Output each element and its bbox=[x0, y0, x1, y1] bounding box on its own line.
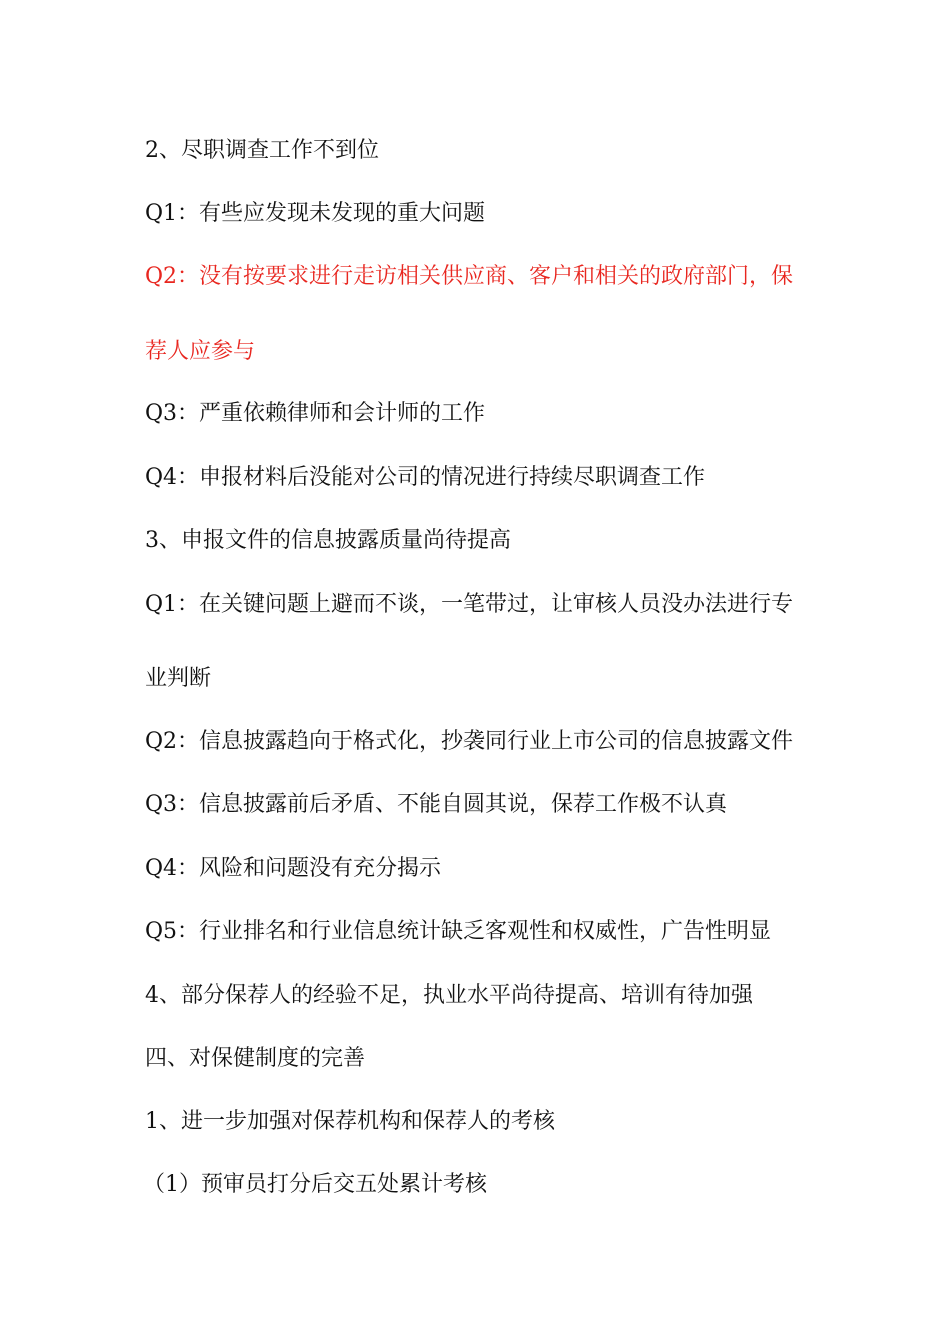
heading-section-four: 四、对保健制度的完善 bbox=[145, 1046, 366, 1071]
paragraph-q1-undiscovered: Q1：有些应发现未发现的重大问题 bbox=[145, 201, 486, 226]
paragraph-q2-visits-line1: Q2：没有按要求进行走访相关供应商、客户和相关的政府部门，保 bbox=[145, 264, 794, 289]
paragraph-q3-contradiction: Q3：信息披露前后矛盾、不能自圆其说，保荐工作极不认真 bbox=[145, 792, 728, 817]
heading-experience: 4、部分保荐人的经验不足，执业水平尚待提高、培训有待加强 bbox=[145, 983, 753, 1008]
paragraph-q4-continuous: Q4：申报材料后没能对公司的情况进行持续尽职调查工作 bbox=[145, 465, 706, 490]
paragraph-scoring: （1）预审员打分后交五处累计考核 bbox=[143, 1172, 487, 1197]
paragraph-q3-reliance: Q3：严重依赖律师和会计师的工作 bbox=[145, 401, 486, 426]
paragraph-q4-risks: Q4：风险和问题没有充分揭示 bbox=[145, 856, 442, 881]
paragraph-q2-formatting: Q2：信息披露趋向于格式化，抄袭同行业上市公司的信息披露文件 bbox=[145, 729, 794, 754]
heading-assessment: 1、进一步加强对保荐机构和保荐人的考核 bbox=[145, 1109, 555, 1134]
paragraph-q1-evasion-line1: Q1：在关键问题上避而不谈，一笔带过，让审核人员没办法进行专 bbox=[145, 592, 794, 617]
paragraph-q2-visits-line2: 荐人应参与 bbox=[145, 339, 256, 364]
paragraph-q1-evasion-line2: 业判断 bbox=[145, 666, 212, 691]
heading-disclosure-quality: 3、申报文件的信息披露质量尚待提高 bbox=[145, 528, 511, 553]
paragraph-q5-ranking: Q5：行业排名和行业信息统计缺乏客观性和权威性，广告性明显 bbox=[145, 919, 772, 944]
heading-due-diligence: 2、尽职调查工作不到位 bbox=[145, 138, 379, 163]
